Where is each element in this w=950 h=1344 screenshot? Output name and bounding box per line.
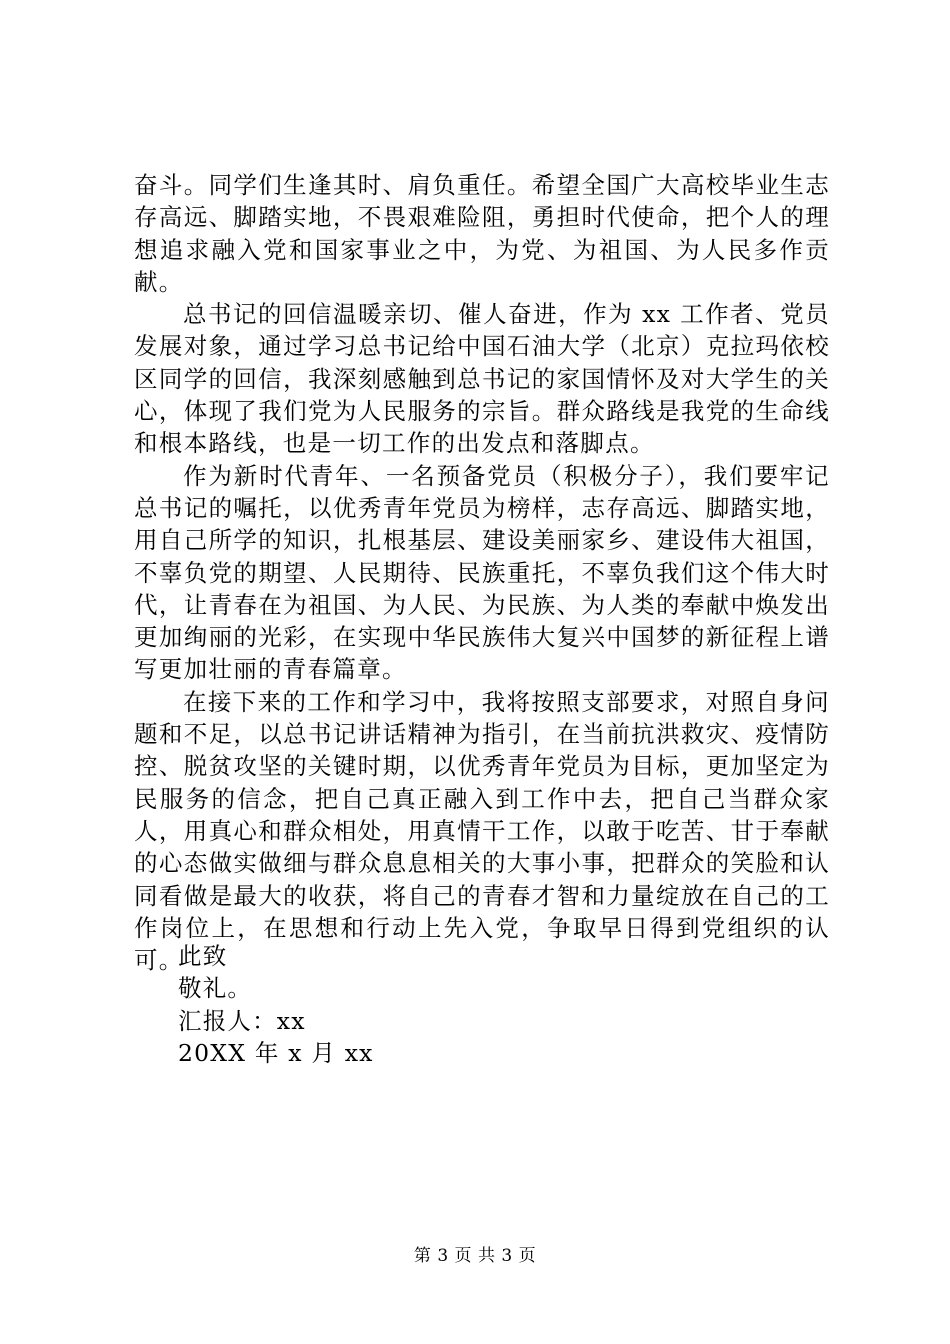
- regards-line: 敬礼。: [178, 974, 253, 1003]
- paragraph-2: 总书记的回信温暖亲切、催人奋进，作为 xx 工作者、党员发展对象，通过学习总书记给中国石油大学（北京）克拉玛依校区同学的回信，我深刻感触到总书记的家国情怀及对大学生的关心，体现了我们党为人民服务的宗旨。群众路线是我党的生命线和根本路线，也是一切工作的出发点和落脚点。: [134, 300, 830, 458]
- salutation-line: 此致: [178, 942, 228, 970]
- document-body: [134, 169, 830, 976]
- closing-block: [178, 940, 374, 1069]
- paragraph-4: 在接下来的工作和学习中，我将按照支部要求，对照自身问题和不足，以总书记讲话精神为指引，在当前抗洪救灾、疫情防控、脱贫攻坚的关键时期，以优秀青年党员为目标，更加坚定为民服务的信念，把自己真正融入到工作中去，把自己当群众家人，用真心和群众相处，用真情干工作，以敢于吃苦、甘于奉献的心态做实做细与群众息息相关的大事小事，把群众的笑脸和认同看做是最大的收获，将自己的青春才智和力量绽放在自己的工作岗位上，在思想和行动上先入党，争取早日得到党组织的认可。: [134, 687, 830, 975]
- reporter-line: 汇报人：xx: [178, 1006, 306, 1035]
- paragraph-1: 奋斗。同学们生逢其时、肩负重任。希望全国广大高校毕业生志存高远、脚踏实地，不畏艰难险阻，勇担时代使命，把个人的理想追求融入党和国家事业之中，为党、为祖国、为人民多作贡献。: [134, 171, 830, 296]
- page-footer: 第 3 页 共 3 页: [413, 1246, 537, 1266]
- date-line: 20XX 年 x 月 xx: [178, 1038, 374, 1067]
- paragraph-3: 作为新时代青年、一名预备党员（积极分子），我们要牢记总书记的嘱托，以优秀青年党员为榜样，志存高远、脚踏实地，用自己所学的知识，扎根基层、建设美丽家乡、建设伟大祖国，不辜负党的期望、人民期待、民族重托，不辜负我们这个伟大时代，让青春在为祖国、为人民、为民族、为人类的奉献中焕发出更加绚丽的光彩，在实现中华民族伟大复兴中国梦的新征程上谱写更加壮丽的青春篇章。: [134, 461, 830, 684]
